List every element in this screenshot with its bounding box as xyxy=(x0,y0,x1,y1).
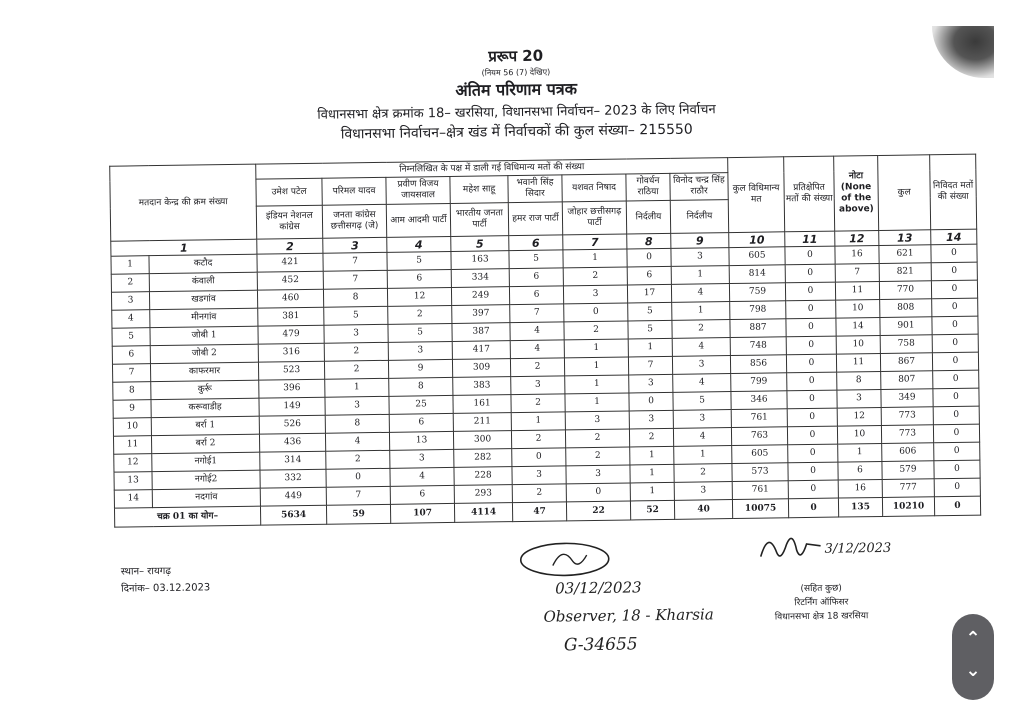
vote-count: 300 xyxy=(453,431,511,450)
serial-number: 3 xyxy=(111,292,149,311)
vote-count: 3 xyxy=(565,411,629,430)
vote-count: 211 xyxy=(453,413,511,432)
vote-count: 5 xyxy=(628,302,672,321)
observer-label: Observer, 18 - Kharsia xyxy=(543,605,714,626)
candidate-name: भवानी सिंह सिदार xyxy=(508,175,562,203)
booth-name: मीनगांव xyxy=(150,308,258,328)
vote-count: 1 xyxy=(630,446,674,465)
grand-total: 808 xyxy=(880,299,932,318)
candidate-name: परिमल यादव xyxy=(322,177,386,205)
vote-count: 1 xyxy=(630,482,674,501)
total-valid: 814 xyxy=(729,265,785,284)
vote-count: 383 xyxy=(453,377,511,396)
sum-vote-count: 59 xyxy=(326,504,390,524)
vote-count: 3 xyxy=(390,449,454,468)
serial-number: 4 xyxy=(112,310,150,329)
vote-count: 8 xyxy=(323,288,387,307)
document-page xyxy=(35,11,1005,714)
nota-count: 16 xyxy=(838,479,882,498)
grand-total: 770 xyxy=(879,281,931,300)
rejected-count: 0 xyxy=(786,354,836,373)
rejected-header: प्रतिक्षेपित मतों की संख्या xyxy=(784,156,835,232)
candidate-party: आम आदमी पार्टी xyxy=(386,203,450,237)
vote-count: 421 xyxy=(257,253,323,272)
serial-number: 13 xyxy=(114,472,152,491)
total-valid: 887 xyxy=(730,319,786,338)
grand-total: 606 xyxy=(882,443,934,462)
vote-count: 1 xyxy=(563,249,627,268)
vote-count: 6 xyxy=(509,268,563,287)
vote-count: 161 xyxy=(453,395,511,414)
total-valid: 856 xyxy=(730,355,786,374)
booth-name: जोबी 2 xyxy=(150,344,258,364)
nota-count: 1 xyxy=(838,443,882,462)
vote-count: 5 xyxy=(673,392,731,411)
vote-count: 5 xyxy=(388,323,452,342)
nota-header: नोटा (None of the above) xyxy=(834,155,879,231)
vote-count: 479 xyxy=(258,325,324,344)
vote-count: 4 xyxy=(672,338,730,357)
column-number: 13 xyxy=(879,230,931,246)
grand-total: 777 xyxy=(882,479,934,498)
vote-count: 2 xyxy=(511,394,565,413)
rejected-count: 0 xyxy=(785,246,835,265)
booth-name: नदगांव xyxy=(152,488,260,508)
vote-count: 0 xyxy=(564,303,628,322)
rejected-count: 0 xyxy=(788,480,838,499)
vote-count: 7 xyxy=(510,304,564,323)
column-number: 2 xyxy=(257,238,323,254)
tendered-count: 0 xyxy=(933,406,979,425)
vote-count: 4 xyxy=(510,340,564,359)
vote-count: 2 xyxy=(326,450,390,469)
date-text: दिनांक– 03.12.2023 xyxy=(121,582,211,595)
vote-count: 309 xyxy=(452,359,510,378)
sum-vote-count: 40 xyxy=(674,500,732,520)
vote-count: 0 xyxy=(629,392,673,411)
sum-vote-count: 107 xyxy=(390,503,454,523)
vote-count: 2 xyxy=(511,430,565,449)
vote-count: 1 xyxy=(511,412,565,431)
vote-count: 417 xyxy=(452,341,510,360)
grand-total: 773 xyxy=(881,407,933,426)
tendered-count: 0 xyxy=(931,244,977,263)
vote-count: 4 xyxy=(325,432,389,451)
column-number: 6 xyxy=(509,235,563,251)
tendered-count: 0 xyxy=(931,280,977,299)
grand-total: 901 xyxy=(880,317,932,336)
vote-count: 4 xyxy=(673,428,731,447)
vote-count: 523 xyxy=(258,361,324,380)
vote-count: 4 xyxy=(510,322,564,341)
column-number: 8 xyxy=(627,233,671,249)
vote-count: 332 xyxy=(260,469,326,488)
vote-count: 1 xyxy=(565,375,629,394)
serial-number: 6 xyxy=(112,346,150,365)
sum-vote-count: 4114 xyxy=(454,503,512,523)
vote-count: 2 xyxy=(565,429,629,448)
sum-vote-count: 47 xyxy=(512,502,566,522)
observer-date: 03/12/2023 xyxy=(555,578,642,598)
total-valid: 761 xyxy=(731,409,787,428)
rejected-count: 0 xyxy=(786,318,836,337)
sum-vote-count: 22 xyxy=(566,501,630,521)
column-number: 9 xyxy=(671,233,729,249)
grand-total: 807 xyxy=(881,371,933,390)
vote-count: 0 xyxy=(627,248,671,267)
vote-count: 449 xyxy=(260,487,326,506)
vote-count: 3 xyxy=(563,285,627,304)
tendered-count: 0 xyxy=(932,316,978,335)
vote-count: 5 xyxy=(509,250,563,269)
vote-count: 396 xyxy=(259,379,325,398)
grand-total: 773 xyxy=(881,425,933,444)
candidate-name: उमेश पटेल xyxy=(256,178,322,206)
tendered-count: 0 xyxy=(934,460,980,479)
vote-count: 293 xyxy=(454,485,512,504)
candidate-name: प्रवीण विजय जायसवाल xyxy=(386,176,450,204)
vote-count: 3 xyxy=(671,248,729,267)
vote-count: 5 xyxy=(324,306,388,325)
serial-number: 9 xyxy=(113,400,151,419)
vote-count: 4 xyxy=(671,284,729,303)
footer-place-date xyxy=(121,562,211,597)
vote-count: 3 xyxy=(388,341,452,360)
sum-tendered: 0 xyxy=(934,496,980,516)
booth-name: जोबी 1 xyxy=(150,326,258,346)
booth-name: काफरमार xyxy=(150,362,258,382)
grand-total: 621 xyxy=(879,245,931,264)
serial-number: 5 xyxy=(112,328,150,347)
rejected-count: 0 xyxy=(788,462,838,481)
total-valid-header: कुल विधिमान्य मत xyxy=(728,157,785,233)
nota-count: 10 xyxy=(836,335,880,354)
booth-name: खडगांव xyxy=(149,290,257,310)
vote-count: 2 xyxy=(674,464,732,483)
booth-name: नगोई2 xyxy=(152,470,260,490)
candidate-party: निर्दलीय xyxy=(626,200,670,234)
vote-count: 3 xyxy=(511,376,565,395)
results-table xyxy=(109,154,981,528)
total-valid: 761 xyxy=(732,481,788,500)
vote-count: 4 xyxy=(673,374,731,393)
total-valid: 798 xyxy=(730,301,786,320)
ro-title: रिटर्निंग ऑफिसर xyxy=(794,597,849,609)
rejected-count: 0 xyxy=(785,264,835,283)
nota-count: 10 xyxy=(836,299,880,318)
vote-count: 282 xyxy=(454,449,512,468)
ro-constituency: विधानसभा क्षेत्र 18 खरसिया xyxy=(774,611,869,623)
total-valid: 763 xyxy=(731,427,787,446)
serial-number: 10 xyxy=(113,418,151,437)
vote-count: 2 xyxy=(324,342,388,361)
serial-number: 2 xyxy=(111,274,149,293)
vote-count: 8 xyxy=(389,377,453,396)
column-number: 7 xyxy=(563,234,627,250)
constituency-line: विधानसभा क्षेत्र क्रमांक 18– खरसिया, विधानसभा निर्वाचन– 2023 के लिए निर्वाचन xyxy=(317,102,716,123)
tendered-count: 0 xyxy=(933,388,979,407)
total-valid: 605 xyxy=(732,445,788,464)
vote-count: 4 xyxy=(390,467,454,486)
vote-count: 1 xyxy=(565,393,629,412)
column-number: 1 xyxy=(111,239,257,256)
vote-count: 3 xyxy=(672,356,730,375)
vote-count: 0 xyxy=(566,483,630,502)
vote-count: 2 xyxy=(388,305,452,324)
vote-count: 1 xyxy=(325,378,389,397)
column-number: 5 xyxy=(451,236,509,252)
grand-total: 821 xyxy=(879,263,931,282)
nota-count: 8 xyxy=(837,371,881,390)
vote-count: 9 xyxy=(388,359,452,378)
vote-count: 5 xyxy=(387,251,451,270)
vote-count: 436 xyxy=(259,433,325,452)
vote-count: 6 xyxy=(509,286,563,305)
tendered-count: 0 xyxy=(933,424,979,443)
vote-count: 2 xyxy=(510,358,564,377)
nota-count: 16 xyxy=(835,245,879,264)
observer-code: G-34655 xyxy=(563,634,638,656)
vote-count: 3 xyxy=(673,410,731,429)
tendered-header: निविदत मतों की संख्या xyxy=(930,154,977,230)
tendered-count: 0 xyxy=(931,262,977,281)
grand-total: 349 xyxy=(881,389,933,408)
rejected-count: 0 xyxy=(787,426,837,445)
rejected-count: 0 xyxy=(788,444,838,463)
serial-number: 1 xyxy=(111,256,149,275)
vote-count: 1 xyxy=(672,302,730,321)
vote-count: 3 xyxy=(566,465,630,484)
column-number: 10 xyxy=(729,232,785,248)
nota-count: 3 xyxy=(837,389,881,408)
vote-count: 5 xyxy=(628,320,672,339)
candidate-name: महेश साहू xyxy=(450,176,508,204)
vote-count: 2 xyxy=(564,321,628,340)
total-valid: 799 xyxy=(731,373,787,392)
grand-total: 758 xyxy=(880,335,932,354)
column-number: 14 xyxy=(931,229,977,245)
nota-count: 6 xyxy=(838,461,882,480)
column-number: 3 xyxy=(323,237,387,253)
vote-count: 7 xyxy=(628,356,672,375)
candidate-name: विनोद चन्द्र सिंह राठौर xyxy=(670,173,728,201)
vote-count: 6 xyxy=(387,269,451,288)
nota-count: 11 xyxy=(836,353,880,372)
vote-count: 249 xyxy=(451,287,509,306)
vote-count: 0 xyxy=(326,468,390,487)
vote-count: 2 xyxy=(672,320,730,339)
vote-count: 12 xyxy=(387,287,451,306)
vote-count: 25 xyxy=(389,395,453,414)
vote-count: 149 xyxy=(259,397,325,416)
vote-count: 2 xyxy=(629,428,673,447)
ro-date: 3/12/2023 xyxy=(824,540,892,557)
vote-count: 7 xyxy=(323,270,387,289)
vote-count: 1 xyxy=(628,338,672,357)
sum-grand-total: 10210 xyxy=(882,497,934,517)
total-header: कुल xyxy=(878,155,931,231)
sign-caption: (सहित कुछ) xyxy=(800,583,842,595)
tendered-count: 0 xyxy=(933,370,979,389)
vote-count: 2 xyxy=(566,447,630,466)
total-valid: 346 xyxy=(731,391,787,410)
sum-vote-count: 5634 xyxy=(260,505,326,525)
booth-name: बर्रा 1 xyxy=(151,416,259,436)
serial-number: 11 xyxy=(113,436,151,455)
candidate-name: यशवत निषाद xyxy=(562,174,626,202)
document-title: अंतिम परिणाम पत्रक xyxy=(455,79,578,100)
sum-vote-count: 52 xyxy=(630,500,674,520)
booth-name: कटौद xyxy=(149,254,257,274)
candidate-party: इंडियन नेशनल कांग्रेस xyxy=(256,205,322,239)
ro-signature xyxy=(754,528,824,565)
rejected-count: 0 xyxy=(785,282,835,301)
candidate-party: भारतीय जनता पार्टी xyxy=(450,203,508,237)
column-number: 11 xyxy=(785,231,835,247)
nota-count: 7 xyxy=(835,263,879,282)
total-valid: 748 xyxy=(730,337,786,356)
chevron-up-icon[interactable]: ⌃ xyxy=(965,628,981,649)
sum-rejected: 0 xyxy=(788,498,838,518)
votes-subheader: निम्नलिखित के पक्ष में डाली गई विधिमान्य मतों की संख्या xyxy=(256,158,728,180)
column-number: 12 xyxy=(835,230,879,246)
vote-count: 6 xyxy=(627,266,671,285)
vote-count: 1 xyxy=(671,266,729,285)
serial-number: 12 xyxy=(114,454,152,473)
form-number: प्ररूप 20 xyxy=(488,46,544,66)
vote-count: 381 xyxy=(258,307,324,326)
booth-name: कंवाली xyxy=(149,272,257,292)
nota-count: 14 xyxy=(836,317,880,336)
round-total-label: चक्र 01 का योग– xyxy=(114,506,260,527)
vote-count: 334 xyxy=(451,269,509,288)
candidate-name: गोवर्धन राठिया xyxy=(626,173,670,201)
scroll-nav xyxy=(952,614,994,700)
total-valid: 573 xyxy=(732,463,788,482)
vote-count: 2 xyxy=(512,484,566,503)
booth-name: बर्रा 2 xyxy=(151,434,259,454)
vote-count: 3 xyxy=(629,410,673,429)
vote-count: 7 xyxy=(326,486,390,505)
vote-count: 3 xyxy=(325,396,389,415)
vote-count: 3 xyxy=(324,324,388,343)
vote-count: 8 xyxy=(325,414,389,433)
tendered-count: 0 xyxy=(932,334,978,353)
rejected-count: 0 xyxy=(787,372,837,391)
nota-count: 11 xyxy=(835,281,879,300)
total-valid: 759 xyxy=(729,283,785,302)
sum-nota: 135 xyxy=(838,497,882,517)
rejected-count: 0 xyxy=(787,390,837,409)
tendered-count: 0 xyxy=(934,478,980,497)
vote-count: 6 xyxy=(390,485,454,504)
tendered-count: 0 xyxy=(932,352,978,371)
serial-number: 8 xyxy=(113,382,151,401)
nota-count: 12 xyxy=(837,407,881,426)
vote-count: 2 xyxy=(563,267,627,286)
chevron-down-icon[interactable]: ⌄ xyxy=(965,660,981,681)
candidate-party: जनता कांग्रेस छत्तीसगढ़ (जे) xyxy=(322,204,386,238)
candidate-party: जोहार छत्तीसगढ़ पार्टी xyxy=(562,201,626,235)
candidate-party: निर्दलीय xyxy=(670,200,728,234)
column-number: 4 xyxy=(387,236,451,252)
vote-count: 163 xyxy=(451,251,509,270)
rejected-count: 0 xyxy=(786,336,836,355)
vote-count: 387 xyxy=(452,323,510,342)
booth-name: करूवाडीह xyxy=(151,398,259,418)
vote-count: 6 xyxy=(389,413,453,432)
booth-name: नगोई1 xyxy=(152,452,260,472)
tendered-count: 0 xyxy=(934,442,980,461)
grand-total: 579 xyxy=(882,461,934,480)
vote-count: 1 xyxy=(564,357,628,376)
vote-count: 314 xyxy=(260,451,326,470)
returning-officer-block xyxy=(731,581,912,626)
electors-line: विधानसभा निर्वाचन–क्षेत्र खंड में निर्वाचकों की कुल संख्या– 215550 xyxy=(340,121,693,143)
nota-count: 10 xyxy=(837,425,881,444)
candidate-party: हमर राज पार्टी xyxy=(508,202,562,236)
vote-count: 17 xyxy=(627,284,671,303)
place-text: स्थान– रायगढ़ xyxy=(120,565,172,578)
vote-count: 3 xyxy=(512,466,566,485)
vote-count: 397 xyxy=(452,305,510,324)
vote-count: 460 xyxy=(257,289,323,308)
vote-count: 2 xyxy=(324,360,388,379)
serial-number: 14 xyxy=(114,490,152,509)
grand-total: 867 xyxy=(880,353,932,372)
vote-count: 1 xyxy=(630,464,674,483)
rejected-count: 0 xyxy=(787,408,837,427)
serial-number: 7 xyxy=(112,364,150,383)
booth-name: कुर्रू xyxy=(151,380,259,400)
tendered-count: 0 xyxy=(932,298,978,317)
vote-count: 1 xyxy=(564,339,628,358)
vote-count: 228 xyxy=(454,467,512,486)
vote-count: 452 xyxy=(257,271,323,290)
vote-count: 7 xyxy=(323,252,387,271)
total-valid: 605 xyxy=(729,247,785,266)
vote-count: 0 xyxy=(512,448,566,467)
vote-count: 13 xyxy=(389,431,453,450)
sum-total-valid: 10075 xyxy=(732,499,788,519)
vote-count: 3 xyxy=(629,374,673,393)
rule-reference: (नियम 56 (7) देखिए) xyxy=(481,67,551,78)
vote-count: 1 xyxy=(674,446,732,465)
vote-count: 3 xyxy=(674,482,732,501)
booth-header: मतदान केन्द्र की क्रम संख्या xyxy=(110,164,257,241)
vote-count: 316 xyxy=(258,343,324,362)
rejected-count: 0 xyxy=(786,300,836,319)
vote-count: 526 xyxy=(259,415,325,434)
